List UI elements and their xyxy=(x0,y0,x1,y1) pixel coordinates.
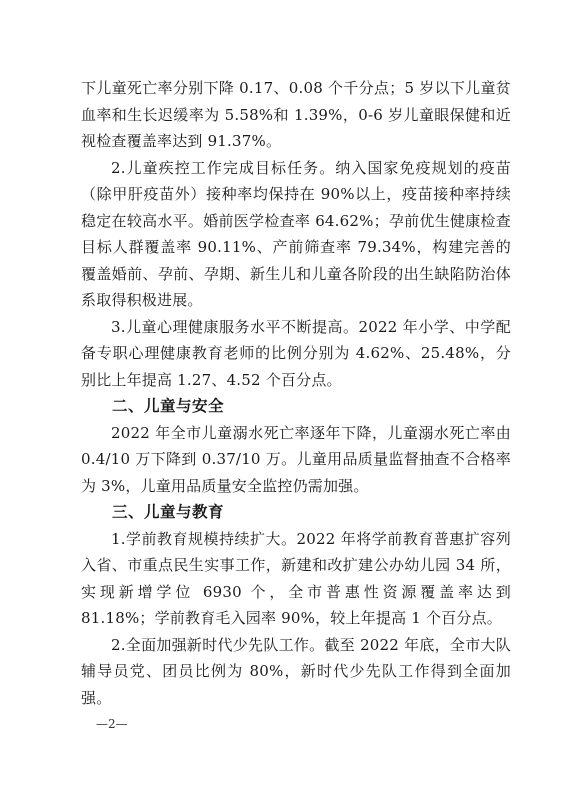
paragraph-lead: 2.儿童疾控工作完成目标任务。 xyxy=(111,158,336,177)
paragraph-mental-health xyxy=(81,314,511,394)
paragraph-text: 2022 年全市儿童溺水死亡率逐年下降，儿童溺水死亡率由 0.4/10 万下降到 0.37/10 万。儿童用品质量监督抽查不合格率为 3%，儿童用品质量安全监控仍需加强。 xyxy=(81,423,511,495)
paragraph-young-pioneers xyxy=(81,632,511,712)
paragraph-text: 2022 年小学、中学配备专职心理健康教育老师的比例分别为 4.62%、25.48%，分别比上年提高 1.27、4.52 个百分点。 xyxy=(81,317,512,389)
section-heading-safety: 二、儿童与安全 xyxy=(112,397,225,415)
paragraph-lead: 3.儿童心理健康服务水平不断提高。 xyxy=(111,317,359,336)
paragraph-text: 2022 年将学前教育普惠扩容列入省、市重点民生实事工作，新建和改扩建公办幼儿园 34 所，实现新增学位 6930 个，全市普惠性资源覆盖率达到 81.18%；学前教育毛入园率 90%，较上年提高 1 个百分点。 xyxy=(81,529,511,627)
page-number: —2— xyxy=(96,717,128,731)
paragraph-drowning xyxy=(81,420,511,500)
paragraph-lead: 2.全面加强新时代少先队工作。 xyxy=(111,635,325,654)
paragraph-preschool xyxy=(81,526,511,632)
paragraph-text: 下儿童死亡率分别下降 0.17、0.08 个千分点；5 岁以下儿童贫血率和生长迟缓率为 5.58%和 1.39%，0-6 岁儿童眼保健和近视检查覆盖率达到 91.37%。 xyxy=(81,79,511,150)
paragraph-text: 纳入国家免疫规划的疫苗（除甲肝疫苗外）接种率均保持在 90%以上，疫苗接种率持续稳定在较高水平。婚前医学检查率 64.62%；孕前优生健康检查目标人群覆盖率 90.11%、产前筛查率 79.34%，构建完善的覆盖婚前、孕前、孕期、新生儿和儿童各阶段的出生缺陷防治体系取得积极进展。 xyxy=(81,158,511,309)
paragraph-lead: 1.学前教育规模持续扩大。 xyxy=(111,529,297,548)
paragraph-text: 截至 2022 年底，全市大队辅导员党、团员比例为 80%，新时代少先队工作得到全面加强。 xyxy=(81,635,511,707)
document-body xyxy=(81,75,511,711)
paragraph-disease-control xyxy=(81,155,511,314)
section-heading-education: 三、儿童与教育 xyxy=(112,503,225,521)
paragraph-health-stats xyxy=(81,75,511,155)
